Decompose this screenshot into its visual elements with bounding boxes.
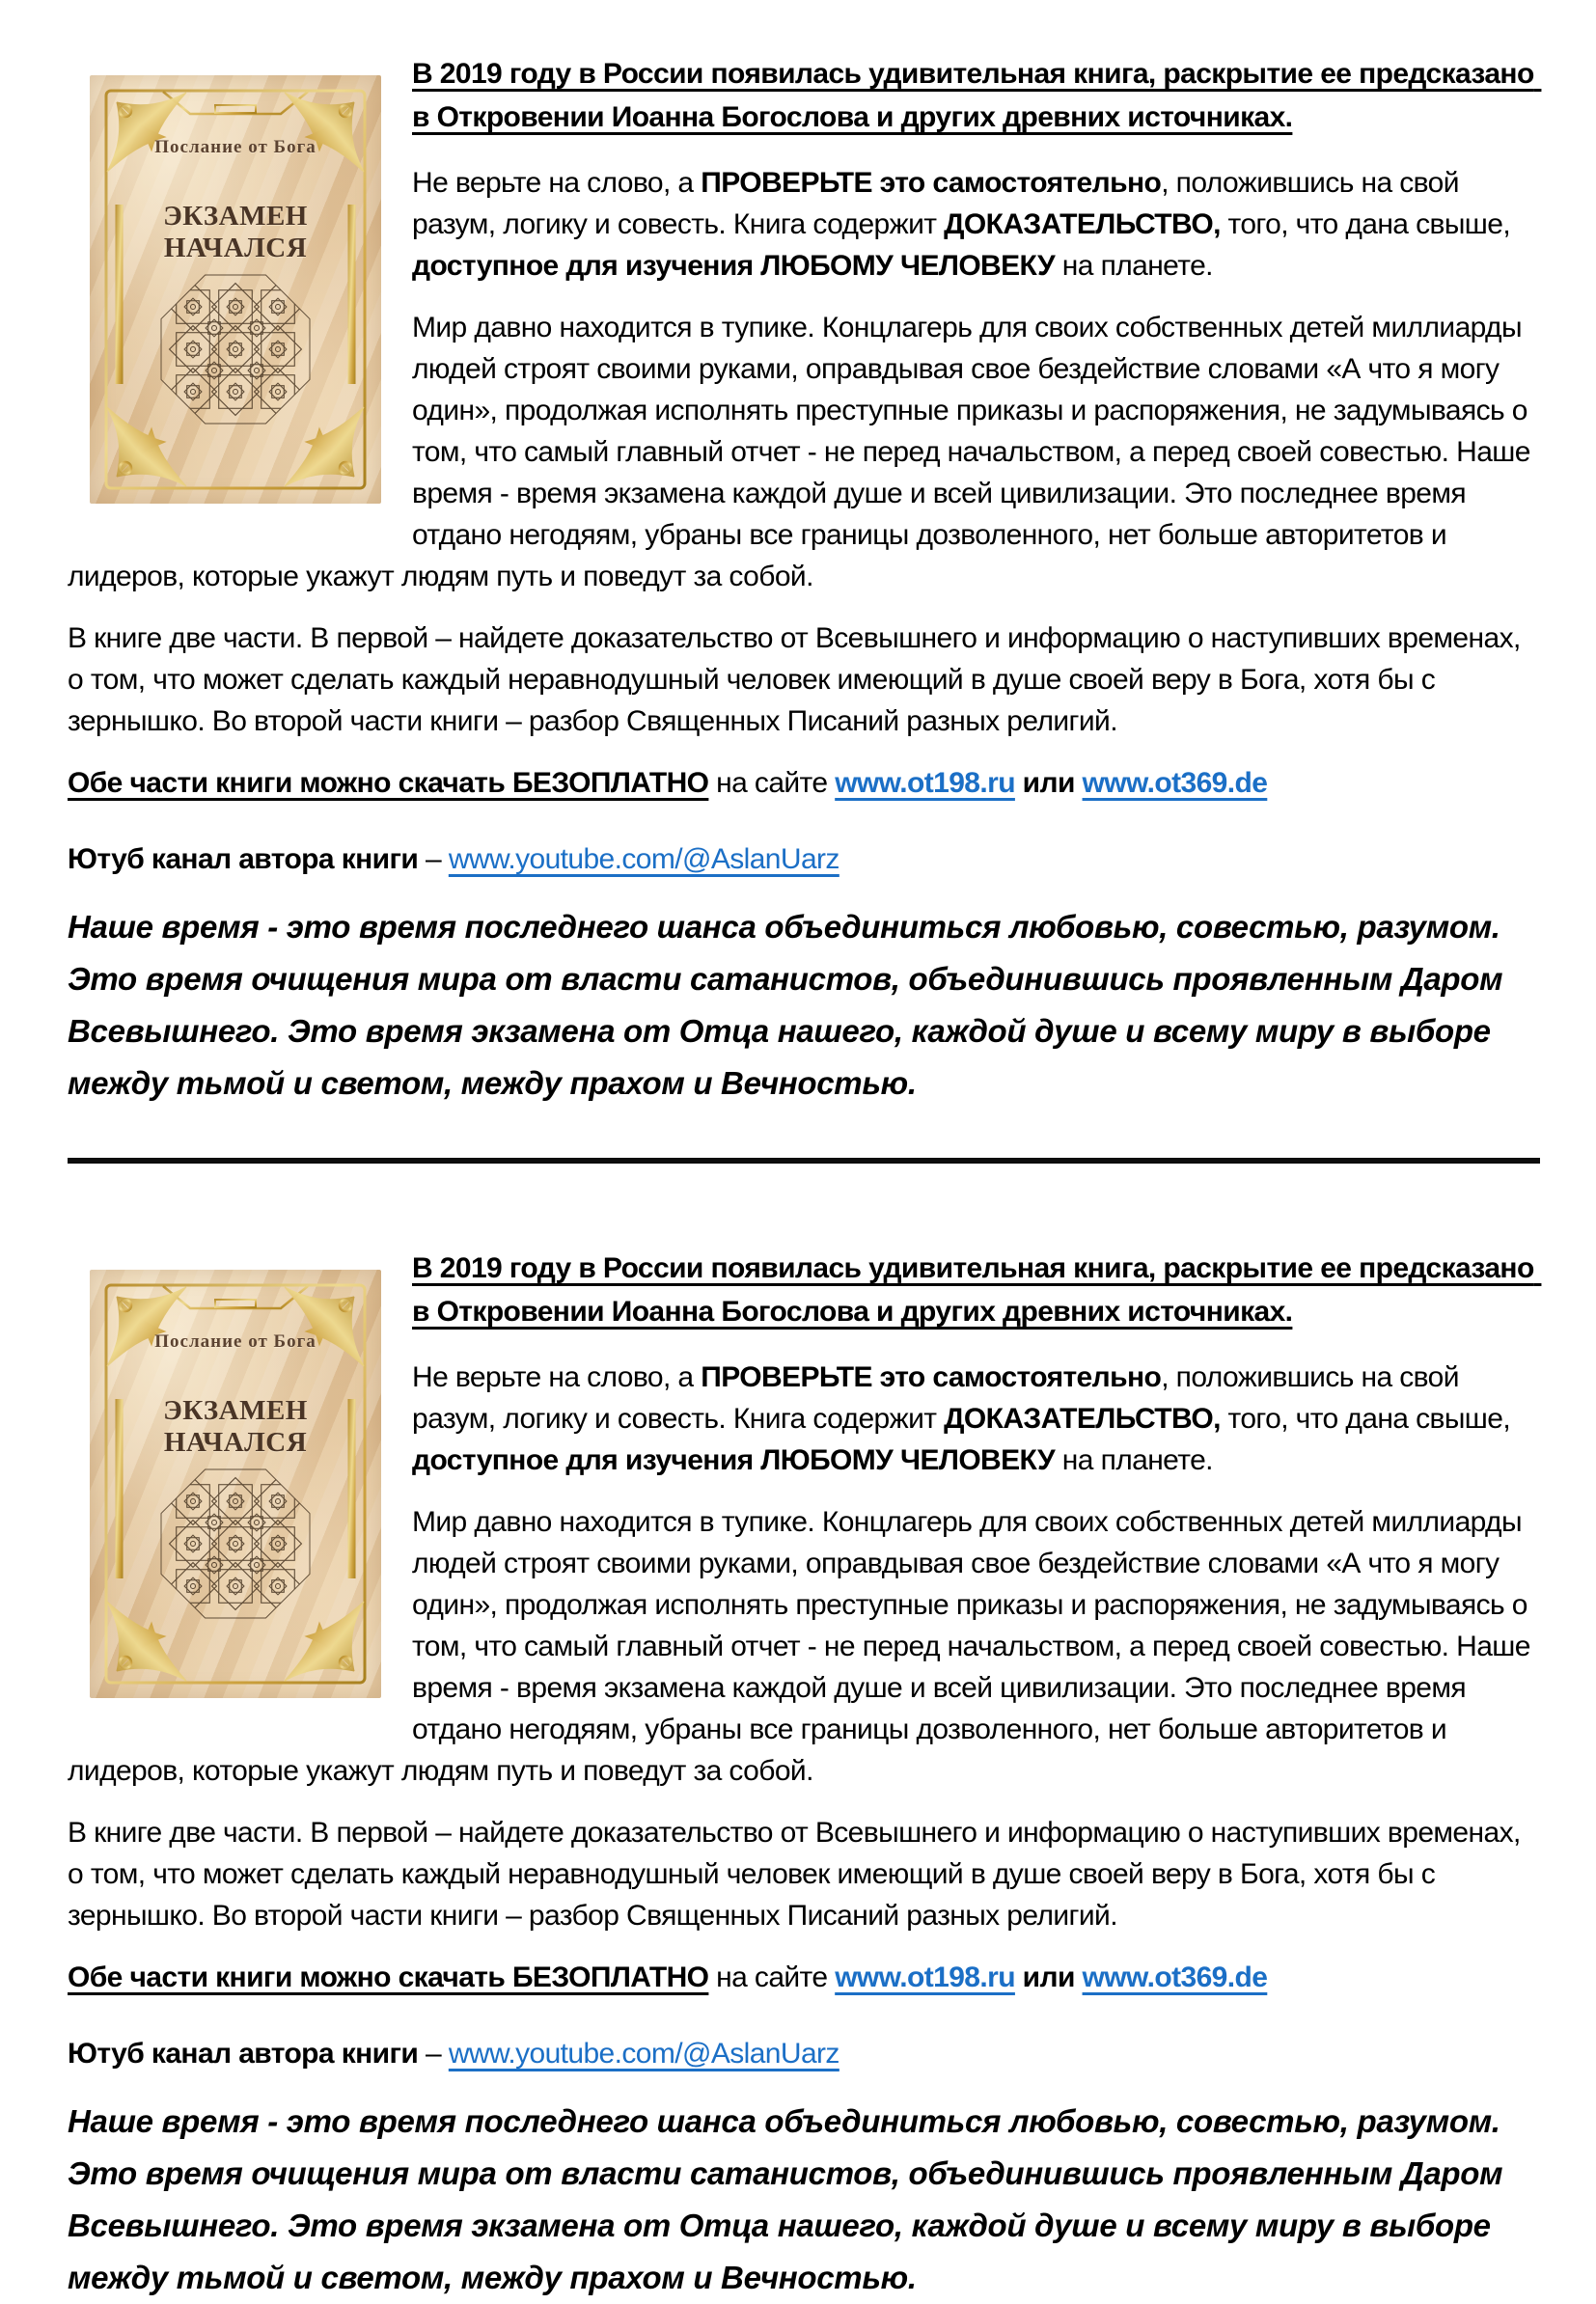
text-run: ПРОВЕРЬТЕ это самостоятельно xyxy=(701,1361,1162,1393)
text-run: ДОКАЗАТЕЛЬСТВО, xyxy=(944,208,1221,240)
flyer-copy-2 xyxy=(68,1247,1540,2304)
book-cover xyxy=(90,1270,381,1698)
text-run: Мир давно находится в тупике. Концлагерь для своих собственных детей миллиарды людей строят своими руками, оправдывая свое бездействие словами «А что я могу один», продолжая исполнять преступные приказы и распоряжения, не задумываясь о том, что самый главный отчет - не перед начальством, а перед своей совестью. Наше время - время экзамена каждой душе и всей цивилизации. Это последнее время отдано негодяям, убраны все границы дозволенного, нет больше авторитетов и лидеров, которые укажут людям путь и поведут за собой. xyxy=(68,1506,1538,1787)
paragraph-youtube xyxy=(68,2033,1540,2074)
text-run: или xyxy=(1014,767,1083,799)
text-run: Мир давно находится в тупике. Концлагерь для своих собственных детей миллиарды людей строят своими руками, оправдывая свое бездействие словами «А что я могу один», продолжая исполнять преступные приказы и распоряжения, не задумываясь о том, что самый главный отчет - не перед начальством, а перед своей совестью. Наше время - время экзамена каждой душе и всей цивилизации. Это последнее время отдано негодяям, убраны все границы дозволенного, нет больше авторитетов и лидеров, которые укажут людям путь и поведут за собой. xyxy=(68,312,1538,592)
text-run: Не верьте на слово, а xyxy=(412,167,702,199)
text-run: В 2019 году в России появилась удивительная книга, раскрытие ее предсказано в Откровении Иоанна Богослова и других древних источниках. xyxy=(412,1252,1542,1328)
text-run: Обе части книги можно скачать БЕЗОПЛАТНО xyxy=(68,1961,709,1993)
text-run: – xyxy=(418,2038,449,2070)
text-run: ДОКАЗАТЕЛЬСТВО, xyxy=(944,1403,1221,1435)
paragraph-download xyxy=(68,1957,1540,1998)
paragraph-final-message xyxy=(68,2096,1540,2304)
link-ot369[interactable]: www.ot369.de xyxy=(1082,1961,1268,1993)
book-cover xyxy=(90,75,381,504)
text-run: Ютуб канал автора книги xyxy=(68,2038,419,2070)
text-run: ПРОВЕРЬТЕ это самостоятельно xyxy=(701,167,1162,199)
paragraph-final-message xyxy=(68,901,1540,1110)
text-run: , положившись на свой разум, логику и совесть. Книга содержит xyxy=(412,1361,1467,1435)
text-run: Не верьте на слово, а xyxy=(412,1361,702,1393)
text-run: на сайте xyxy=(708,767,836,799)
text-run: В книге две части. В первой – найдете доказательство от Всевышнего и информацию о наступивших временах, о том, что может сделать каждый неравнодушный человек имеющий в душе своей веру в Бога, хотя бы с зернышко. Во второй части книги – разбор Священных Писаний разных религий. xyxy=(68,1817,1528,1932)
geometric-ornament xyxy=(151,264,320,434)
paragraph-youtube xyxy=(68,838,1540,880)
link-youtube-channel[interactable]: www.youtube.com/@AslanUarz xyxy=(448,2038,839,2070)
text-run: на планете. xyxy=(1055,1444,1213,1476)
link-ot198[interactable]: www.ot198.ru xyxy=(835,1961,1015,1993)
text-run: на сайте xyxy=(708,1961,836,1993)
text-run: , положившись на свой разум, логику и совесть. Книга содержит xyxy=(412,167,1467,240)
text-run: Обе части книги можно скачать БЕЗОПЛАТНО xyxy=(68,767,709,799)
text-run: или xyxy=(1014,1961,1083,1993)
book-cover-title: ЭКЗАМЕН НАЧАЛСЯ xyxy=(163,1395,308,1458)
text-run: – xyxy=(418,843,449,875)
paragraph-book-parts xyxy=(68,617,1540,742)
text-run: доступное для изучения ЛЮБОМУ ЧЕЛОВЕКУ xyxy=(412,250,1056,282)
section-divider xyxy=(68,1158,1540,1164)
book-cover-series-label: Послание от Бога xyxy=(154,137,316,157)
text-run: Наше время - это время последнего шанса объединиться любовью, совестью, разумом. Это время очищения мира от власти сатанистов, объединившись проявленным Даром Всевышнего. Это время экзамена от Отца нашего, каждой душе и всему миру в выборе между тьмой и светом, между прахом и Вечностью. xyxy=(68,909,1512,1101)
text-run: Наше время - это время последнего шанса объединиться любовью, совестью, разумом. Это время очищения мира от власти сатанистов, объединившись проявленным Даром Всевышнего. Это время экзамена от Отца нашего, каждой душе и всему миру в выборе между тьмой и светом, между прахом и Вечностью. xyxy=(68,2103,1512,2295)
flyer-copy-1 xyxy=(68,52,1540,1110)
text-run: того, что дана свыше, xyxy=(1220,1403,1518,1435)
flyer-section xyxy=(68,1247,1540,2304)
book-cover-title: ЭКЗАМЕН НАЧАЛСЯ xyxy=(163,201,308,263)
text-run: на планете. xyxy=(1055,250,1213,282)
link-youtube-channel[interactable]: www.youtube.com/@AslanUarz xyxy=(448,843,839,875)
link-ot198[interactable]: www.ot198.ru xyxy=(835,767,1015,799)
geometric-ornament xyxy=(151,1459,320,1629)
text-run: доступное для изучения ЛЮБОМУ ЧЕЛОВЕКУ xyxy=(412,1444,1056,1476)
paragraph-download xyxy=(68,762,1540,804)
text-run: В книге две части. В первой – найдете доказательство от Всевышнего и информацию о наступивших временах, о том, что может сделать каждый неравнодушный человек имеющий в душе своей веру в Бога, хотя бы с зернышко. Во второй части книги – разбор Священных Писаний разных религий. xyxy=(68,622,1528,737)
text-run: того, что дана свыше, xyxy=(1220,208,1518,240)
book-cover-series-label: Послание от Бога xyxy=(154,1331,316,1352)
text-run: В 2019 году в России появилась удивительная книга, раскрытие ее предсказано в Откровении Иоанна Богослова и других древних источниках. xyxy=(412,58,1542,133)
text-run: Ютуб канал автора книги xyxy=(68,843,419,875)
link-ot369[interactable]: www.ot369.de xyxy=(1082,767,1268,799)
paragraph-book-parts xyxy=(68,1812,1540,1936)
flyer-section xyxy=(68,52,1540,1110)
